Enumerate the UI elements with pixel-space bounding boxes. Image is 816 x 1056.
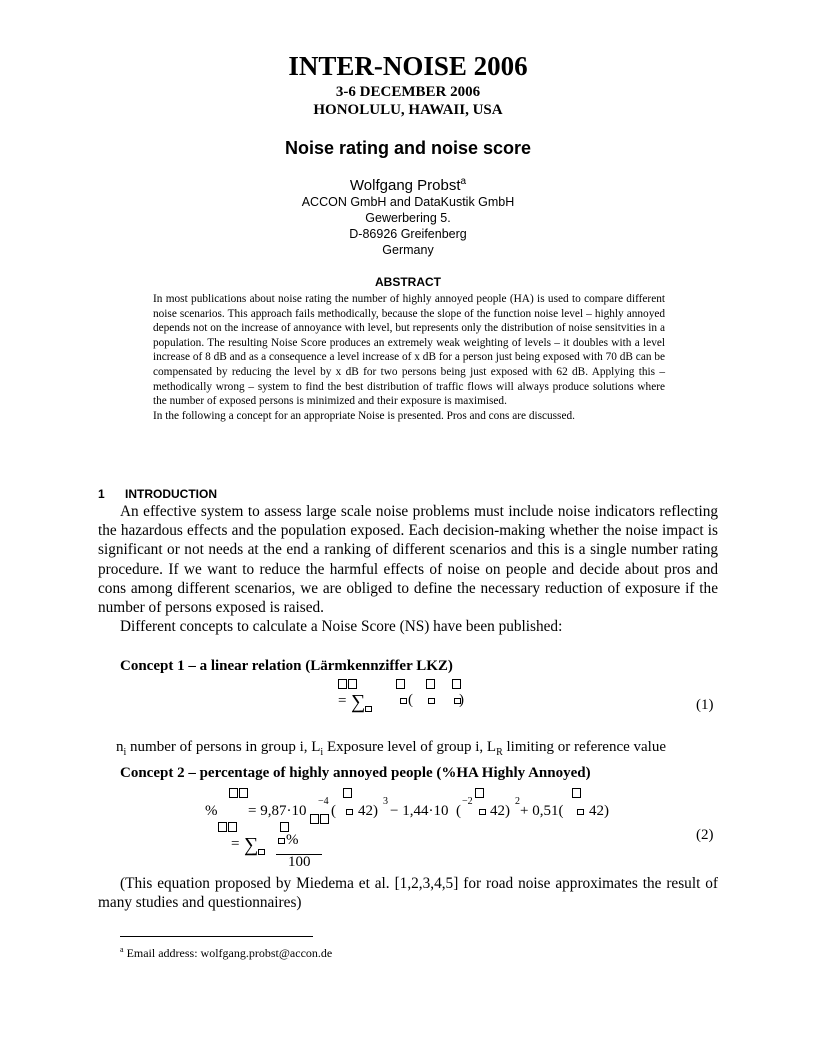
paren-close: ) (459, 692, 464, 708)
equation-2-term-1: = 9,87·10 (248, 803, 307, 819)
equation-2-const-3: 42) (589, 803, 609, 819)
missing-glyph-box (400, 698, 407, 704)
missing-glyph-box (479, 809, 486, 815)
equation-2-line2-percent: % (286, 832, 299, 848)
missing-glyph-box (426, 679, 435, 689)
missing-glyph-box (452, 679, 461, 689)
equation-2-const-2: 42) (490, 803, 510, 819)
missing-glyph-box (428, 698, 435, 704)
equation-2-percent: % (205, 803, 218, 819)
paren-open: ( (331, 803, 336, 819)
missing-glyph-box (572, 788, 581, 798)
equation-2-term-3: + 0,51( (520, 803, 564, 819)
missing-glyph-box (239, 788, 248, 798)
section-heading (98, 487, 217, 501)
section-title: INTRODUCTION (125, 487, 217, 501)
missing-glyph-box (475, 788, 484, 798)
equation-2-exponent-1: −4 (318, 796, 329, 807)
equation-2-denominator: 100 (288, 854, 311, 870)
missing-glyph-box (338, 679, 347, 689)
concept-2-heading: Concept 2 – percentage of highly annoyed people (%HA Highly Annoyed) (120, 765, 591, 781)
affiliation-line-4: Germany (382, 243, 434, 257)
missing-glyph-box (258, 849, 265, 855)
missing-glyph-box (320, 814, 329, 824)
missing-glyph-box (228, 822, 237, 832)
introduction-body (98, 502, 718, 636)
equation-1-number: (1) (696, 697, 714, 713)
affiliation-line-2: Gewerbering 5. (365, 211, 451, 225)
author-footnote-mark: a (460, 176, 467, 187)
equation-2-number: (2) (696, 827, 714, 843)
missing-glyph-box (278, 838, 285, 844)
abstract-paragraph-2: In the following a concept for an appropriate Noise is presented. Pros and cons are discussed. (153, 409, 575, 422)
miedema-note (98, 874, 718, 912)
equation-2-term-2: − 1,44·10 (390, 803, 449, 819)
missing-glyph-box (396, 679, 405, 689)
footnote-divider (120, 936, 313, 937)
paren-open: ( (408, 692, 413, 708)
sum-symbol-icon: ∑ (244, 834, 259, 856)
footnote-mark: a (120, 945, 124, 954)
concept-1-variables: $n_i$ number of persons in group i, $L_i$ Exposure level of group i, $L_R$ limiting or reference value (116, 739, 667, 758)
missing-glyph-box (310, 814, 319, 824)
affiliation-line-3: D-86926 Greifenberg (349, 227, 467, 241)
conference-title: INTER-NOISE 2006 (288, 51, 528, 81)
author-name (0, 176, 816, 194)
missing-glyph-box (577, 809, 584, 815)
intro-paragraph-2: Different concepts to calculate a Noise Score (NS) have been published: (120, 618, 563, 636)
paper-title: Noise rating and noise score (284, 138, 532, 158)
missing-glyph-box (346, 809, 353, 815)
missing-glyph-box (365, 706, 372, 712)
missing-glyph-box (229, 788, 238, 798)
equation-1-equals: = (338, 693, 347, 709)
miedema-note-text: (This equation proposed by Miedema et al. [1,2,3,4,5] for road noise approximates the result of many studies and questionnaires) (98, 875, 718, 912)
equation-2-power-2: 2 (515, 796, 520, 807)
paren-open: ( (456, 803, 461, 819)
abstract-paragraph-1: In most publications about noise rating the number of highly annoyed people (HA) is used to compare different noise scenarios. This approach fails methodically, because the slope of the function noise level – highly annoyed depends not on the increase of annoyance with level, but represents only the distribution of noise sensitvities in a population. The resulting Noise Score produces an extremely weak weighting of levels – it doubles with a level increase of 8 dB and as a consequence a level increase of x dB for a person just being exposed with 70 dB can be compensated by reducing the level by x dB for two persons being just exposed with 62 dB. Applying this – methodically wrong – system to find the best distribution of traffic flows will always produce solutions where the number of exposed persons is minimized and their exposure is maximised. (153, 293, 665, 408)
concept-1-heading: Concept 1 – a linear relation (Lärmkennziffer LKZ) (120, 658, 453, 674)
section-number: 1 (98, 487, 105, 501)
conference-location: HONOLULU, HAWAII, USA (313, 102, 503, 118)
missing-glyph-box (280, 822, 289, 832)
equation-1 (338, 679, 464, 719)
author-name-text: Wolfgang Probst (349, 177, 461, 194)
footnote-email: Email address: wolfgang.probst@accon.de (123, 946, 333, 960)
sum-symbol-icon: ∑ (351, 691, 366, 713)
missing-glyph-box (218, 822, 227, 832)
missing-glyph-box (348, 679, 357, 689)
equation-2 (200, 788, 630, 876)
missing-glyph-box (343, 788, 352, 798)
intro-paragraph-1: An effective system to assess large scale noise problems must include noise indicators reflecting the hazardous effects and the population exposed. Each decision-making whether the noise impact is significant or not needs at the end a ranking of different scenarios and this is a single number rating procedure. If we want to reduce the harmful effects of noise on people and decide about pros and cons among different scenarios, we are obliged to define the necessary reduction of exposure if the number of persons exposed is raised. (98, 503, 718, 617)
conference-dates: 3-6 DECEMBER 2006 (335, 84, 481, 100)
affiliation-line-1: ACCON GmbH and DataKustik GmbH (301, 195, 515, 209)
footnote (120, 945, 332, 961)
equation-2-power-1: 3 (383, 796, 388, 807)
equation-2-exponent-2: −2 (462, 796, 473, 807)
abstract-heading: ABSTRACT (375, 275, 441, 289)
abstract-body (153, 292, 665, 423)
equation-2-const-1: 42) (358, 803, 378, 819)
equation-2-line2-equals: = (231, 836, 240, 852)
